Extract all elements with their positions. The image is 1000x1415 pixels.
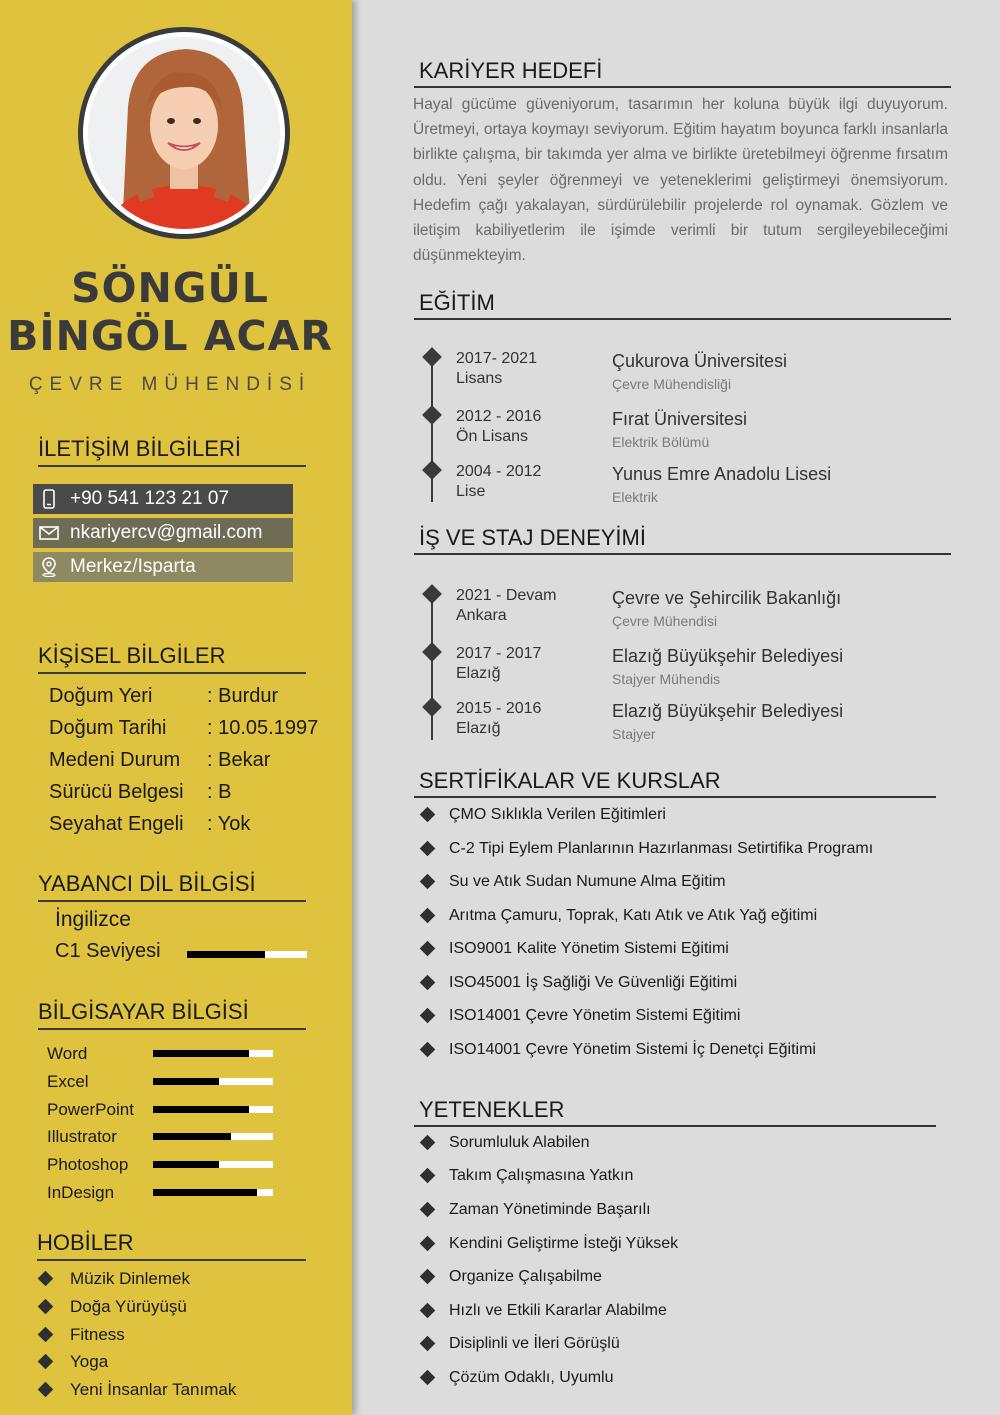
ability-label: Takım Çalışmasına Yatkın [449, 1167, 634, 1184]
skill-bar [153, 1050, 273, 1057]
phone-icon [39, 489, 59, 509]
certificate-label: ISO9001 Kalite Yönetim Sistemi Eğitimi [449, 940, 729, 957]
education-heading: EĞİTİM [414, 290, 951, 320]
personal-key: Sürücü Belgesi [49, 781, 184, 803]
education-date: 2017- 2021 Lisans [456, 350, 537, 387]
diamond-bullet-icon [420, 841, 436, 857]
full-name-line-1: SÖNGÜL [71, 264, 269, 312]
certificate-label: C-2 Tipi Eylem Planlarının Hazırlanması Setirtifika Programı [449, 840, 874, 857]
experience-date: 2021 - Devam Ankara [456, 587, 557, 624]
skill-bar [153, 1133, 273, 1140]
education-date: 2012 - 2016 Ön Lisans [456, 408, 542, 445]
timeline-marker [422, 347, 442, 367]
diamond-bullet-icon [38, 1354, 54, 1370]
education-date: 2004 - 2012 Lise [456, 463, 542, 500]
certificate-label: ISO14001 Çevre Yönetim Sistemi Eğitimi [449, 1007, 741, 1024]
hobby-label: Müzik Dinlemek [70, 1269, 190, 1288]
personal-key: Doğum Yeri [49, 685, 153, 707]
personal-heading: KİŞİSEL BİLGİLER [38, 643, 306, 674]
experience-date: 2015 - 2016 Elazığ [456, 700, 542, 737]
job-title: ÇEVRE MÜHENDİSİ [28, 374, 312, 395]
experience-heading: İŞ VE STAJ DENEYİMİ [414, 525, 951, 555]
hobby-label: Yoga [70, 1352, 109, 1371]
hobby-label: Fitness [70, 1325, 125, 1344]
skill-label: Word [47, 1044, 88, 1063]
diamond-bullet-icon [420, 1370, 436, 1386]
objective-text: Hayal gücüme güveniyorum, tasarımın her koluna büyük ilgi duyuyorum. Üretmeyi, ortaya koymayı seviyorum. Eğitim hayatım boyunca farklı insanlarla birlikte çalışma, bir takımda yer alma ve birlikte üretebilmeyi öğrenme fırsatım oldu. Yeni şeyler öğrenmeyi ve yeteneklerimi geliştirmeyi önemsiyorum. Hedefim çağı yakalayan, sürdürülebilir projelerde rol oynamak. Gözlem ve iletişim kabiliyetlerim ile işimde verimli bir tutum sergileyebileceğimi düşünmekteyim. [413, 96, 948, 265]
contact-location[interactable] [33, 552, 293, 582]
ability-label: Kendini Geliştirme İsteği Yüksek [449, 1235, 679, 1252]
profile-photo-frame [78, 27, 290, 239]
timeline-marker [422, 405, 442, 425]
diamond-bullet-icon [38, 1327, 54, 1343]
language-name: İngilizce [55, 908, 131, 931]
location-pin-icon [39, 557, 59, 577]
certificate-label: ÇMO Sıklıkla Verilen Eğitimleri [449, 806, 666, 823]
certificate-label: Su ve Atık Sudan Numune Alma Eğitim [449, 873, 726, 890]
contact-heading: İLETİŞİM BİLGİLERİ [38, 436, 306, 467]
personal-key: Doğum Tarihi [49, 717, 167, 739]
experience-date: 2017 - 2017 Elazığ [456, 645, 542, 682]
email-text: nkariyercv@gmail.com [70, 522, 263, 543]
ability-label: Çözüm Odaklı, Uyumlu [449, 1369, 614, 1386]
computer-heading: BİLGİSAYAR BİLGİSİ [38, 999, 306, 1030]
experience-company: Çevre ve Şehircilik Bakanlığı [612, 588, 842, 608]
diamond-bullet-icon [420, 1236, 436, 1252]
personal-key: Medeni Durum [49, 749, 181, 771]
diamond-bullet-icon [420, 874, 436, 890]
skill-bar-fill [153, 1050, 249, 1057]
skill-label: PowerPoint [47, 1100, 134, 1119]
profile-photo [88, 37, 280, 229]
experience-role: Stajyer Mühendis [612, 671, 721, 687]
language-heading: YABANCI DİL BİLGİSİ [38, 871, 306, 902]
hobby-label: Doğa Yürüyüşü [70, 1297, 187, 1316]
timeline-marker [422, 697, 442, 717]
diamond-bullet-icon [420, 1042, 436, 1058]
timeline-marker [422, 584, 442, 604]
hobbies-heading: HOBİLER [37, 1230, 306, 1261]
skill-bar [153, 1078, 273, 1085]
skill-label: Photoshop [47, 1155, 129, 1174]
diamond-bullet-icon [38, 1382, 54, 1398]
abilities-heading: YETENEKLER [414, 1097, 936, 1127]
diamond-bullet-icon [38, 1271, 54, 1287]
ability-label: Hızlı ve Etkili Kararlar Alabilme [449, 1302, 667, 1319]
education-department: Çevre Mühendisliği [612, 376, 732, 392]
skill-label: Excel [47, 1072, 89, 1091]
ability-label: Sorumluluk Alabilen [449, 1134, 590, 1151]
diamond-bullet-icon [420, 1336, 436, 1352]
objective-heading: KARİYER HEDEFİ [414, 58, 951, 88]
diamond-bullet-icon [420, 1269, 436, 1285]
skill-label: InDesign [47, 1183, 115, 1202]
certificates-heading: SERTİFİKALAR VE KURSLAR [414, 768, 936, 798]
personal-value: : 10.05.1997 [207, 717, 319, 739]
skill-bar-fill [153, 1189, 257, 1196]
skill-bar [153, 1189, 273, 1196]
timeline-marker [422, 460, 442, 480]
certificate-label: ISO14001 Çevre Yönetim Sistemi İç Denetçi Eğitimi [449, 1041, 816, 1058]
skill-bar [153, 1106, 273, 1113]
skill-label: Illustrator [47, 1127, 117, 1146]
diamond-bullet-icon [420, 1008, 436, 1024]
contact-email[interactable] [33, 518, 293, 548]
experience-company: Elazığ Büyükşehir Belediyesi [612, 646, 844, 666]
diamond-bullet-icon [420, 975, 436, 991]
diamond-bullet-icon [420, 941, 436, 957]
contact-phone[interactable] [33, 484, 293, 514]
experience-role: Çevre Mühendisi [612, 613, 718, 629]
certificate-label: ISO45001 İş Sağliği Ve Güvenliği Eğitimi [449, 974, 738, 991]
phone-text: +90 541 123 21 07 [70, 488, 230, 509]
personal-key: Seyahat Engeli [49, 813, 184, 835]
profile-photo-illustration [88, 37, 280, 229]
education-school: Yunus Emre Anadolu Lisesi [612, 464, 832, 484]
diamond-bullet-icon [38, 1299, 54, 1315]
skill-bar-fill [153, 1106, 249, 1113]
timeline-marker [422, 642, 442, 662]
diamond-bullet-icon [420, 1168, 436, 1184]
personal-value: : Burdur [207, 685, 279, 707]
personal-value: : Yok [207, 813, 251, 835]
diamond-bullet-icon [420, 1135, 436, 1151]
hobby-label: Yeni İnsanlar Tanımak [70, 1380, 237, 1399]
personal-value: : B [207, 781, 232, 803]
ability-label: Organize Çalışabilme [449, 1268, 602, 1285]
skill-bar-fill [153, 1078, 219, 1085]
full-name-line-2: BİNGÖL ACAR [7, 312, 333, 360]
education-department: Elektrik [612, 489, 658, 505]
skill-bar-fill [153, 1133, 231, 1140]
language-level: C1 Seviyesi [55, 940, 161, 962]
diamond-bullet-icon [420, 807, 436, 823]
education-school: Fırat Üniversitesi [612, 409, 748, 429]
skill-bar-fill [153, 1161, 219, 1168]
diamond-bullet-icon [420, 908, 436, 924]
skill-bar [153, 1161, 273, 1168]
sidebar [0, 0, 352, 1415]
education-department: Elektrik Bölümü [612, 434, 710, 450]
location-text: Merkez/Isparta [70, 556, 196, 577]
ability-label: Disiplinli ve İleri Görüşlü [449, 1335, 620, 1352]
language-level-bar [187, 951, 307, 958]
envelope-icon [39, 523, 59, 543]
certificate-label: Arıtma Çamuru, Toprak, Katı Atık ve Atık Yağ eğitimi [449, 907, 818, 924]
education-school: Çukurova Üniversitesi [612, 351, 788, 371]
language-level-bar-fill [187, 951, 265, 958]
experience-company: Elazığ Büyükşehir Belediyesi [612, 701, 844, 721]
ability-label: Zaman Yönetiminde Başarılı [449, 1201, 651, 1218]
personal-value: : Bekar [207, 749, 271, 771]
diamond-bullet-icon [420, 1202, 436, 1218]
experience-role: Stajyer [612, 726, 656, 742]
diamond-bullet-icon [420, 1303, 436, 1319]
